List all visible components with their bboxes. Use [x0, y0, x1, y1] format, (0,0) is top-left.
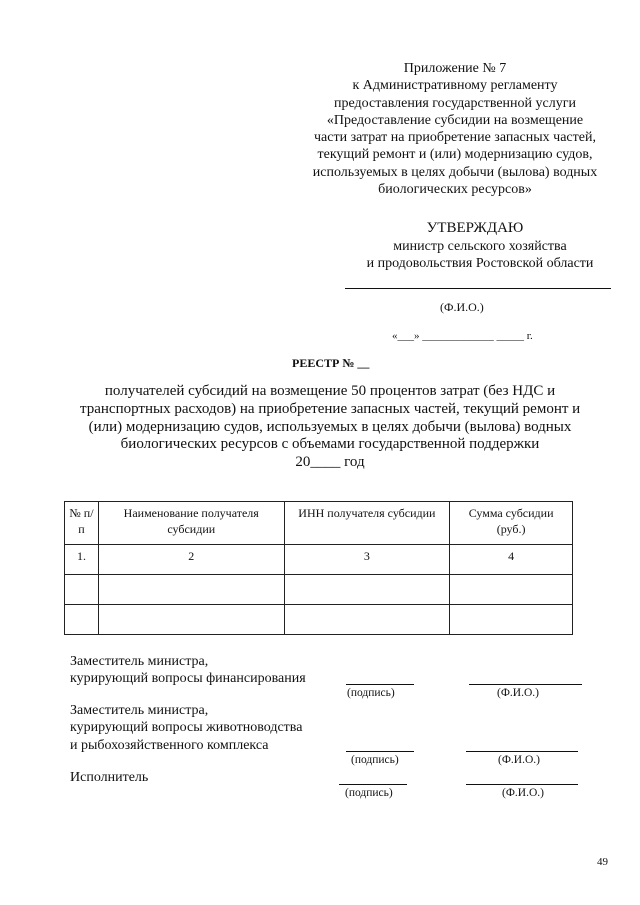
- annex-line: биологических ресурсов»: [378, 182, 532, 198]
- executor-label: Исполнитель: [70, 770, 149, 785]
- label-line: Заместитель министра,: [70, 654, 209, 669]
- table-row: [65, 545, 573, 575]
- fio-caption: (Ф.И.О.): [502, 787, 544, 799]
- table-row: [65, 575, 573, 605]
- table-cell: 2: [98, 545, 284, 575]
- subtitle-line: (или) модернизацию судов, используемых в целях добычи (вылова) водных: [88, 418, 572, 435]
- annex-line: к Административному регламенту: [352, 78, 558, 94]
- approval-signature-line: [345, 288, 611, 289]
- signature-line: [339, 784, 407, 785]
- livestock-deputy-label: [70, 702, 302, 754]
- header-cell-amount: Сумма субсидии (руб.): [450, 502, 573, 545]
- annex-line: используемых в целях добычи (вылова) водных: [312, 164, 598, 180]
- annex-line: части затрат на приобретение запасных частей,: [314, 130, 596, 146]
- label-line: курирующий вопросы финансирования: [70, 671, 306, 687]
- registry-table: [64, 501, 573, 635]
- registry-title: РЕЕСТР № __: [292, 356, 370, 370]
- header-cell-inn: ИНН получателя субсидии: [284, 502, 450, 545]
- signature-caption: (подпись): [347, 687, 395, 699]
- table-cell: 1.: [65, 545, 99, 575]
- signature-line: [346, 684, 414, 685]
- table-cell: [450, 605, 573, 635]
- fio-line: [466, 751, 578, 752]
- approval-position-line: министр сельского хозяйства: [393, 239, 567, 254]
- annex-header: [295, 60, 615, 198]
- fio-caption: (Ф.И.О.): [498, 754, 540, 766]
- table-cell: [450, 575, 573, 605]
- table-row: [65, 605, 573, 635]
- annex-line: предоставления государственной услуги: [334, 95, 576, 111]
- table-cell: [65, 575, 99, 605]
- header-cell-recipient: Наименование получателя субсидии: [98, 502, 284, 545]
- table-cell: [98, 575, 284, 605]
- table-cell: [65, 605, 99, 635]
- annex-line: «Предоставление субсидии на возмещение: [326, 112, 584, 128]
- fio-line: [466, 784, 578, 785]
- subtitle-line: транспортных расходов) на приобретение запасных частей, текущий ремонт и: [80, 400, 581, 417]
- fio-caption: (Ф.И.О.): [497, 687, 539, 699]
- subtitle-line: биологических ресурсов с объемами государственной поддержки: [120, 436, 540, 453]
- annex-line: Приложение № 7: [403, 61, 507, 76]
- page-number: 49: [597, 856, 608, 868]
- table-cell: [284, 575, 450, 605]
- table-cell: [284, 605, 450, 635]
- approval-date-line: «___» _____________ _____ г.: [392, 330, 533, 342]
- subtitle-line: 20____ год: [295, 454, 365, 471]
- label-line: курирующий вопросы животноводства: [70, 720, 303, 736]
- approval-position: [330, 238, 630, 273]
- subtitle-line: получателей субсидий на возмещение 50 процентов затрат (без НДС и: [104, 383, 556, 399]
- signature-caption: (подпись): [351, 754, 399, 766]
- table-cell: [98, 605, 284, 635]
- finance-deputy-label: [70, 653, 306, 688]
- annex-line: текущий ремонт и (или) модернизацию судов,: [317, 147, 593, 163]
- registry-subtitle: [80, 383, 580, 472]
- table-cell: 4: [450, 545, 573, 575]
- header-cell-number: № п/п: [65, 502, 99, 545]
- signature-line: [346, 751, 414, 752]
- fio-line: [469, 684, 582, 685]
- approval-title: УТВЕРЖДАЮ: [426, 220, 524, 236]
- signature-caption: (подпись): [345, 787, 393, 799]
- label-line: Заместитель министра,: [70, 703, 209, 718]
- table-cell: 3: [284, 545, 450, 575]
- approval-fio-caption: (Ф.И.О.): [440, 300, 484, 314]
- label-line: и рыбохозяйственного комплекса: [70, 737, 269, 753]
- approval-position-line: и продовольствия Ростовской области: [366, 256, 594, 272]
- table-header-row: [65, 502, 573, 545]
